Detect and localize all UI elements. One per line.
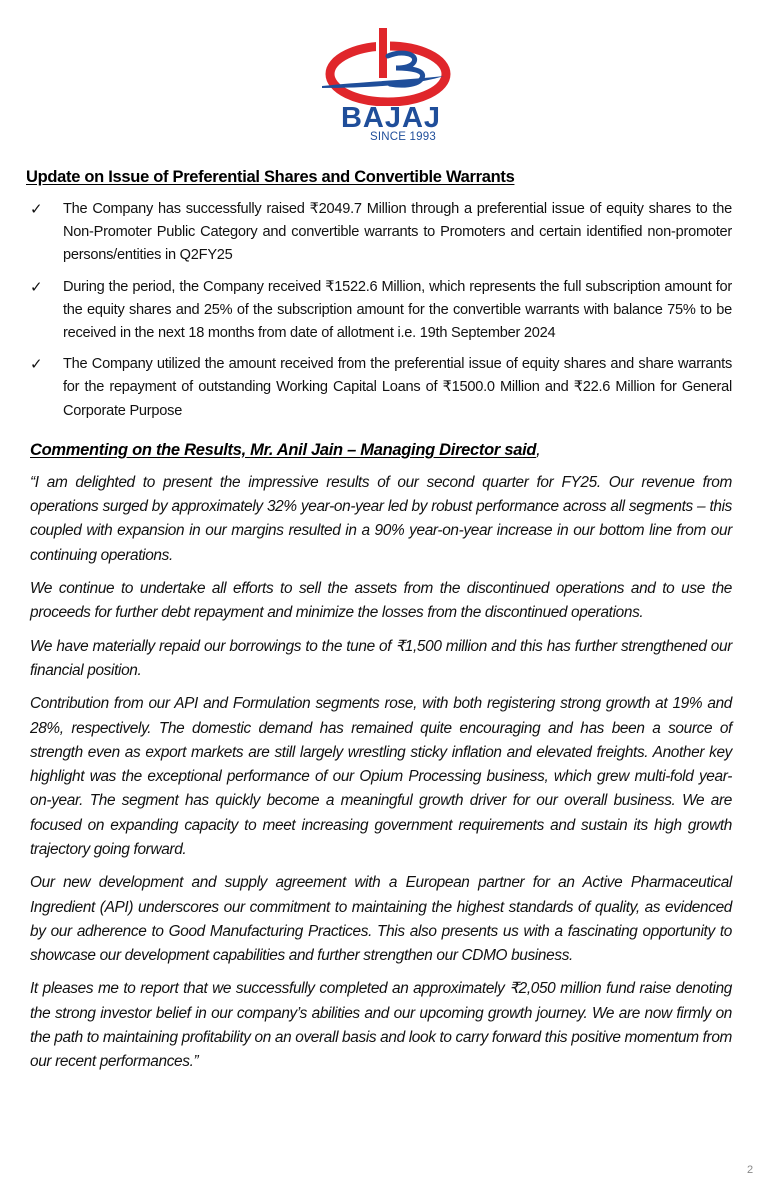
- quote-paragraph: Contribution from our API and Formulation segments rose, with both registering strong growth at 19% and 28%, respectively. The domestic demand has remained quite encouraging and has been a source of strength even as export markets are still largely wrestling sticky inflation and elevated freights. Another key highlight was the exceptional performance of our Opium Processing business, which grew multi-fold year-on-year. The segment has quickly become a meaningful growth driver for our overall business. We are focused on expanding capacity to meet increasing government requirements and sustain its high growth trajectory going forward.: [30, 695, 732, 858]
- update-section-title: Update on Issue of Preferential Shares and Convertible Warrants: [26, 168, 515, 186]
- page-number: 2: [747, 1164, 754, 1176]
- list-item: [30, 276, 732, 346]
- comment-title-text: Commenting on the Results, Mr. Anil Jain – Managing Director said: [30, 440, 537, 459]
- quote-paragraph: It pleases me to report that we successfully completed an approximately ₹2,050 million fund raise denoting the strong investor belief in our company’s abilities and our upcoming growth journey. We are now firmly on the path to maintaining profitability on an overall basis and look to carry forward this positive momentum from our recent performances.”: [30, 980, 732, 1071]
- update-bullet-list: [30, 198, 732, 423]
- bullet-text: The Company has successfully raised ₹2049.7 Million through a preferential issue of equity shares to the Non-Promoter Public Category and convertible warrants to Promoters and certain identified non-promoter persons/entities in Q2FY25: [63, 201, 732, 264]
- checkmark-icon: ✓: [30, 278, 43, 296]
- quote-paragraph: We continue to undertake all efforts to sell the assets from the discontinued operations and to use the proceeds for further debt repayment and minimize the losses from the discontinued operations.: [30, 580, 732, 622]
- brand-tagline: SINCE 1993: [370, 131, 436, 143]
- checkmark-icon: ✓: [30, 356, 43, 374]
- comment-title-suffix: ,: [536, 440, 541, 459]
- bullet-text: During the period, the Company received ₹1522.6 Million, which represents the full subscription amount for the equity shares and 25% of the subscription amount for the convertible warrants with balance 75% to be received in the next 18 months from date of allotment i.e. 19th September 2024: [63, 278, 732, 342]
- checkmark-icon: ✓: [30, 201, 43, 218]
- list-item: [30, 353, 732, 423]
- document-body: [26, 166, 732, 1084]
- quote-paragraph: “I am delighted to present the impressive results of our second quarter for FY25. Our revenue from operations surged by approximately 32% year-on-year led by robust performance across all segments – this coupled with expansion in our margins resulted in a 90% year-on-year increase in our bottom line from our continuing operations.: [30, 473, 732, 564]
- brand-name: BAJAJ: [340, 102, 442, 134]
- bullet-text: The Company utilized the amount received from the preferential issue of equity shares and share warrants for the repayment of outstanding Working Capital Loans of ₹1500.0 Million and ₹22.6 Million for General Corporate Purpose: [63, 356, 732, 419]
- company-logo: [318, 26, 454, 146]
- quote-paragraph: We have materially repaid our borrowings to the tune of ₹1,500 million and this has further strengthened our financial position.: [30, 637, 732, 679]
- list-item: [30, 198, 732, 268]
- bajaj-emblem-icon: [318, 26, 454, 106]
- quote-paragraph: Our new development and supply agreement with a European partner for an Active Pharmaceutical Ingredient (API) underscores our commitment to maintaining the highest standards of quality, as evidenced by our adherence to Good Manufacturing Practices. This also presents us with a fascinating opportunity to showcase our development capabilities and further strengthen our CDMO business.: [30, 874, 732, 965]
- md-quote: [30, 471, 732, 1075]
- comment-section-title: [30, 439, 732, 461]
